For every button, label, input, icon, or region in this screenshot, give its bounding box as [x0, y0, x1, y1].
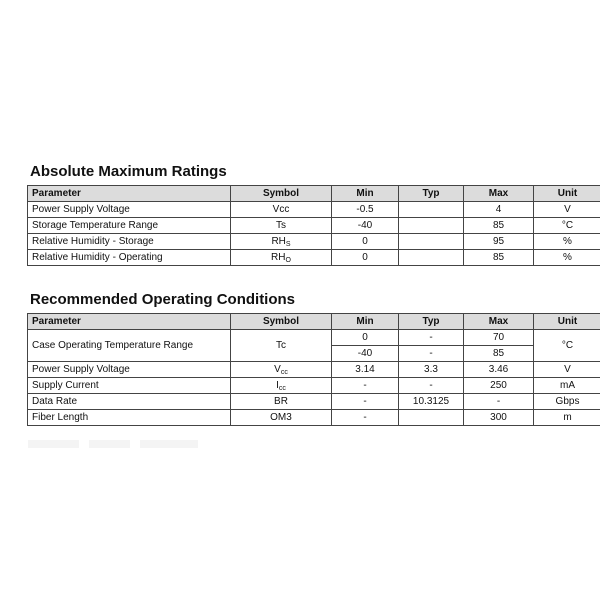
typ-cell: - — [399, 378, 464, 394]
typ-cell — [399, 410, 464, 426]
section-title: Absolute Maximum Ratings — [30, 163, 227, 180]
faded-text-remnant — [28, 440, 198, 448]
parameter-cell: Fiber Length — [28, 410, 231, 426]
parameter-cell: Supply Current — [28, 378, 231, 394]
min-cell: - — [332, 394, 399, 410]
typ-cell: - — [399, 346, 464, 362]
symbol-cell: Tc — [231, 330, 332, 362]
header-typ: Typ — [399, 314, 464, 330]
header-parameter: Parameter — [28, 186, 231, 202]
parameter-cell: Storage Temperature Range — [28, 218, 231, 234]
parameter-cell: Power Supply Voltage — [28, 202, 231, 218]
unit-cell: Gbps — [534, 394, 600, 410]
header-parameter: Parameter — [28, 314, 231, 330]
header-unit: Unit — [534, 186, 600, 202]
typ-cell: - — [399, 330, 464, 346]
symbol-cell: BR — [231, 394, 332, 410]
table-row — [28, 394, 600, 410]
typ-cell: 3.3 — [399, 362, 464, 378]
absolute-maximum-ratings-section — [27, 163, 579, 266]
typ-cell — [399, 218, 464, 234]
parameter-cell: Case Operating Temperature Range — [28, 330, 231, 362]
symbol-cell: Vcc — [231, 202, 332, 218]
unit-cell: V — [534, 202, 600, 218]
parameter-cell: Power Supply Voltage — [28, 362, 231, 378]
typ-cell: 10.3125 — [399, 394, 464, 410]
table-row — [28, 378, 600, 394]
header-symbol: Symbol — [231, 314, 332, 330]
max-cell: 300 — [464, 410, 534, 426]
symbol-cell: $RH_O$ — [231, 250, 332, 266]
symbol-cell: Ts — [231, 218, 332, 234]
section-title: Recommended Operating Conditions — [30, 291, 296, 308]
table-row — [28, 362, 600, 378]
max-cell: 70 — [464, 330, 534, 346]
table-header-row — [28, 186, 600, 202]
max-cell: 95 — [464, 234, 534, 250]
max-cell: 4 — [464, 202, 534, 218]
table-row — [28, 330, 600, 346]
recommended-operating-conditions-section — [27, 291, 579, 426]
unit-cell: °C — [534, 218, 600, 234]
table-row — [28, 250, 600, 266]
unit-cell: mA — [534, 378, 600, 394]
min-cell: - — [332, 410, 399, 426]
max-cell: - — [464, 394, 534, 410]
unit-cell: V — [534, 362, 600, 378]
min-cell: -0.5 — [332, 202, 399, 218]
min-cell: 0 — [332, 330, 399, 346]
header-min: Min — [332, 186, 399, 202]
min-cell: 0 — [332, 250, 399, 266]
max-cell: 85 — [464, 346, 534, 362]
min-cell: -40 — [332, 218, 399, 234]
parameter-cell: Relative Humidity - Storage — [28, 234, 231, 250]
parameter-cell: Data Rate — [28, 394, 231, 410]
unit-cell: % — [534, 250, 600, 266]
table-header-row — [28, 314, 600, 330]
symbol-cell: $V_{cc}$ — [231, 362, 332, 378]
unit-cell: °C — [534, 330, 600, 362]
table-row — [28, 202, 600, 218]
min-cell: -40 — [332, 346, 399, 362]
parameter-cell: Relative Humidity - Operating — [28, 250, 231, 266]
absolute-maximum-ratings-table — [27, 185, 600, 266]
typ-cell — [399, 202, 464, 218]
min-cell: 3.14 — [332, 362, 399, 378]
max-cell: 3.46 — [464, 362, 534, 378]
typ-cell — [399, 234, 464, 250]
max-cell: 250 — [464, 378, 534, 394]
max-cell: 85 — [464, 250, 534, 266]
table-row — [28, 218, 600, 234]
symbol-cell: OM3 — [231, 410, 332, 426]
header-unit: Unit — [534, 314, 600, 330]
header-max: Max — [464, 314, 534, 330]
recommended-operating-conditions-table — [27, 313, 600, 426]
table-row — [28, 234, 600, 250]
symbol-cell: $I_{cc}$ — [231, 378, 332, 394]
header-max: Max — [464, 186, 534, 202]
unit-cell: m — [534, 410, 600, 426]
typ-cell — [399, 250, 464, 266]
unit-cell: % — [534, 234, 600, 250]
header-typ: Typ — [399, 186, 464, 202]
table-row — [28, 410, 600, 426]
header-symbol: Symbol — [231, 186, 332, 202]
symbol-cell: $RH_S$ — [231, 234, 332, 250]
max-cell: 85 — [464, 218, 534, 234]
min-cell: - — [332, 378, 399, 394]
header-min: Min — [332, 314, 399, 330]
min-cell: 0 — [332, 234, 399, 250]
